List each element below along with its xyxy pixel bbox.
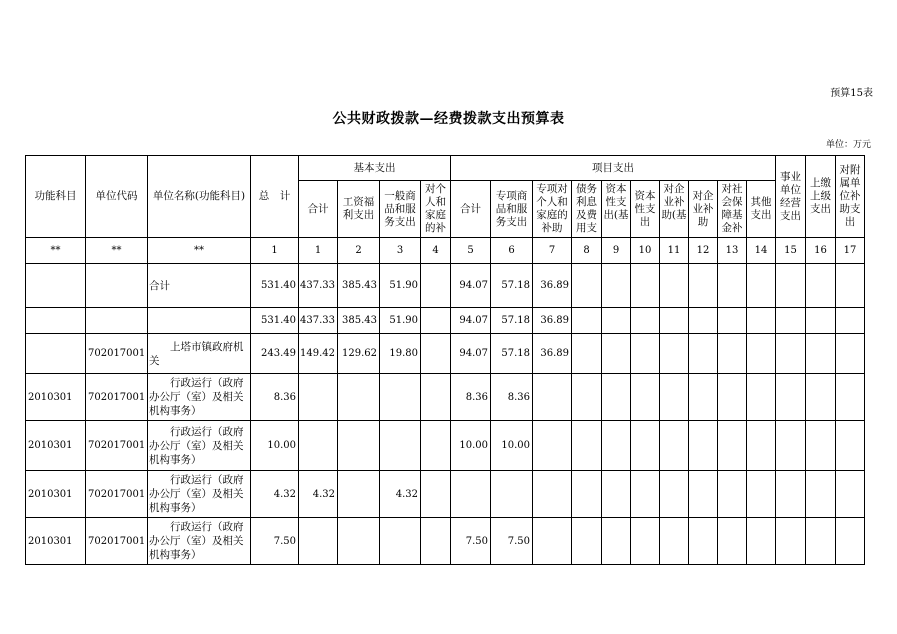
amount-cell: 385.43	[338, 264, 380, 308]
amount-cell	[533, 518, 572, 565]
amount-cell: 57.18	[491, 334, 533, 374]
func-code-cell: 2010301	[26, 421, 86, 471]
empty-cell	[836, 518, 865, 565]
unit-code-cell: 702017001	[86, 471, 148, 518]
col-header-proj-other: 其他支出	[747, 181, 776, 238]
empty-cell	[689, 334, 718, 374]
empty-cell	[572, 518, 602, 565]
index-cell: 12	[689, 238, 718, 264]
empty-cell	[836, 421, 865, 471]
amount-cell: 4.32	[299, 471, 338, 518]
empty-cell	[631, 308, 660, 334]
index-cell: 6	[491, 238, 533, 264]
empty-cell	[776, 308, 806, 334]
func-code-cell	[26, 264, 86, 308]
empty-cell	[836, 374, 865, 421]
empty-cell	[806, 264, 836, 308]
amount-cell: 8.36	[451, 374, 491, 421]
col-header-basic-wage: 工资福利支出	[338, 181, 380, 238]
empty-cell	[660, 334, 689, 374]
page-title: 公共财政拨款—经费拨款支出预算表	[332, 111, 565, 127]
col-header-business: 事业单位经营支出	[776, 156, 806, 238]
empty-cell	[806, 518, 836, 565]
empty-cell	[602, 308, 631, 334]
index-cell: 17	[836, 238, 865, 264]
empty-cell	[747, 308, 776, 334]
table-row	[26, 518, 865, 565]
empty-cell	[836, 308, 865, 334]
col-header-upper: 上缴上级支出	[806, 156, 836, 238]
unit-name-cell: 行政运行（政府办公厅（室）及相关机构事务）	[148, 518, 251, 565]
empty-cell	[718, 308, 747, 334]
unit-label: 单位：万元	[825, 140, 871, 150]
empty-cell	[747, 518, 776, 565]
amount-cell: 531.40	[251, 264, 299, 308]
amount-cell	[451, 471, 491, 518]
func-code-cell: 2010301	[26, 374, 86, 421]
col-header-proj-capital: 资本性支出(基	[602, 181, 631, 238]
amount-cell	[299, 518, 338, 565]
amount-cell	[299, 374, 338, 421]
unit-code-cell: 702017001	[86, 374, 148, 421]
empty-cell	[689, 421, 718, 471]
amount-cell	[338, 374, 380, 421]
amount-cell: 51.90	[380, 308, 421, 334]
amount-cell	[380, 374, 421, 421]
amount-cell: 7.50	[451, 518, 491, 565]
amount-cell: 243.49	[251, 334, 299, 374]
table-header	[26, 156, 865, 238]
index-cell: 15	[776, 238, 806, 264]
empty-cell	[602, 471, 631, 518]
empty-cell	[776, 421, 806, 471]
empty-cell	[631, 518, 660, 565]
col-header-func: 功能科目	[26, 156, 86, 238]
table-body	[26, 264, 865, 565]
index-cell: 2	[338, 238, 380, 264]
amount-cell: 8.36	[251, 374, 299, 421]
empty-cell	[689, 518, 718, 565]
amount-cell	[491, 471, 533, 518]
budget-table	[25, 155, 865, 565]
empty-cell	[660, 421, 689, 471]
amount-cell	[421, 518, 451, 565]
index-cell: 5	[451, 238, 491, 264]
amount-cell	[338, 518, 380, 565]
empty-cell	[689, 264, 718, 308]
empty-cell	[747, 471, 776, 518]
empty-cell	[718, 374, 747, 421]
unit-code-cell: 702017001	[86, 518, 148, 565]
unit-name-cell: 合计	[148, 264, 251, 308]
amount-cell: 385.43	[338, 308, 380, 334]
empty-cell	[747, 264, 776, 308]
empty-cell	[718, 518, 747, 565]
col-header-basic-total: 合计	[299, 181, 338, 238]
index-row-group	[26, 238, 865, 264]
empty-cell	[572, 308, 602, 334]
amount-cell	[533, 471, 572, 518]
amount-cell: 10.00	[451, 421, 491, 471]
amount-cell: 36.89	[533, 264, 572, 308]
func-code-cell: 2010301	[26, 518, 86, 565]
col-header-total: 总 计	[251, 156, 299, 238]
empty-cell	[747, 374, 776, 421]
col-header-subsidiary: 对附属单位补助支出	[836, 156, 865, 238]
empty-cell	[776, 374, 806, 421]
col-header-proj-enterprise2: 对企业补助	[689, 181, 718, 238]
unit-name-cell: 行政运行（政府办公厅（室）及相关机构事务）	[148, 471, 251, 518]
empty-cell	[660, 471, 689, 518]
empty-cell	[602, 374, 631, 421]
unit-name-cell: 行政运行（政府办公厅（室）及相关机构事务）	[148, 421, 251, 471]
func-code-cell	[26, 334, 86, 374]
empty-cell	[806, 308, 836, 334]
empty-cell	[631, 264, 660, 308]
amount-cell	[380, 421, 421, 471]
col-header-unit-name: 单位名称(功能科目)	[148, 156, 251, 238]
empty-cell	[572, 264, 602, 308]
index-cell: **	[148, 238, 251, 264]
unit-code-cell	[86, 264, 148, 308]
empty-cell	[689, 471, 718, 518]
unit-code-cell: 702017001	[86, 421, 148, 471]
col-header-proj-debt: 债务利息及费用支	[572, 181, 602, 238]
func-code-cell	[26, 308, 86, 334]
amount-cell: 94.07	[451, 334, 491, 374]
col-header-basic-goods: 一般商品和服务支出	[380, 181, 421, 238]
table-row	[26, 421, 865, 471]
amount-cell: 4.32	[380, 471, 421, 518]
col-header-proj-total: 合计	[451, 181, 491, 238]
table-row	[26, 264, 865, 308]
amount-cell: 57.18	[491, 308, 533, 334]
index-cell: 1	[251, 238, 299, 264]
amount-cell	[421, 471, 451, 518]
table-row	[26, 308, 865, 334]
empty-cell	[572, 374, 602, 421]
amount-cell: 36.89	[533, 334, 572, 374]
empty-cell	[747, 334, 776, 374]
empty-cell	[602, 334, 631, 374]
empty-cell	[631, 334, 660, 374]
index-cell: 14	[747, 238, 776, 264]
empty-cell	[602, 518, 631, 565]
amount-cell: 4.32	[251, 471, 299, 518]
empty-cell	[689, 308, 718, 334]
table-row	[26, 374, 865, 421]
empty-cell	[602, 421, 631, 471]
amount-cell	[421, 308, 451, 334]
amount-cell: 57.18	[491, 264, 533, 308]
empty-cell	[776, 471, 806, 518]
col-header-proj-personal: 专项对个人和家庭的补助	[533, 181, 572, 238]
amount-cell: 19.80	[380, 334, 421, 374]
col-header-proj-capital2: 资本性支出	[631, 181, 660, 238]
empty-cell	[631, 421, 660, 471]
amount-cell: 437.33	[299, 308, 338, 334]
index-row	[26, 238, 865, 264]
empty-cell	[660, 264, 689, 308]
amount-cell: 94.07	[451, 308, 491, 334]
index-cell: 9	[602, 238, 631, 264]
col-header-proj-goods: 专项商品和服务支出	[491, 181, 533, 238]
index-cell: 13	[718, 238, 747, 264]
amount-cell	[421, 374, 451, 421]
index-cell: 7	[533, 238, 572, 264]
table-number-label: 预算15表	[830, 88, 873, 99]
empty-cell	[836, 334, 865, 374]
table-row	[26, 471, 865, 518]
index-cell: 3	[380, 238, 421, 264]
col-header-proj-enterprise: 对企业补助(基	[660, 181, 689, 238]
amount-cell	[338, 471, 380, 518]
empty-cell	[689, 374, 718, 421]
empty-cell	[602, 264, 631, 308]
empty-cell	[806, 374, 836, 421]
empty-cell	[806, 471, 836, 518]
amount-cell: 10.00	[251, 421, 299, 471]
amount-cell	[421, 334, 451, 374]
col-header-unit-code: 单位代码	[86, 156, 148, 238]
amount-cell	[533, 374, 572, 421]
index-cell: 1	[299, 238, 338, 264]
amount-cell: 94.07	[451, 264, 491, 308]
amount-cell	[299, 421, 338, 471]
amount-cell	[421, 264, 451, 308]
empty-cell	[572, 421, 602, 471]
unit-code-cell	[86, 308, 148, 334]
index-cell: **	[86, 238, 148, 264]
col-group-project: 项目支出	[451, 156, 776, 181]
empty-cell	[718, 471, 747, 518]
amount-cell: 51.90	[380, 264, 421, 308]
index-cell: 4	[421, 238, 451, 264]
empty-cell	[836, 264, 865, 308]
amount-cell: 7.50	[491, 518, 533, 565]
col-header-proj-social: 对社会保障基金补	[718, 181, 747, 238]
empty-cell	[718, 334, 747, 374]
empty-cell	[806, 334, 836, 374]
empty-cell	[660, 518, 689, 565]
func-code-cell: 2010301	[26, 471, 86, 518]
empty-cell	[660, 374, 689, 421]
unit-code-cell: 702017001	[86, 334, 148, 374]
empty-cell	[776, 264, 806, 308]
index-cell: **	[26, 238, 86, 264]
unit-name-cell	[148, 308, 251, 334]
index-cell: 16	[806, 238, 836, 264]
amount-cell	[533, 421, 572, 471]
empty-cell	[747, 421, 776, 471]
amount-cell	[338, 421, 380, 471]
empty-cell	[776, 334, 806, 374]
empty-cell	[660, 308, 689, 334]
amount-cell: 10.00	[491, 421, 533, 471]
table-row	[26, 334, 865, 374]
amount-cell: 149.42	[299, 334, 338, 374]
empty-cell	[631, 374, 660, 421]
index-cell: 11	[660, 238, 689, 264]
empty-cell	[572, 334, 602, 374]
empty-cell	[631, 471, 660, 518]
amount-cell	[421, 421, 451, 471]
empty-cell	[718, 264, 747, 308]
index-cell: 8	[572, 238, 602, 264]
empty-cell	[836, 471, 865, 518]
index-cell: 10	[631, 238, 660, 264]
amount-cell: 8.36	[491, 374, 533, 421]
col-group-basic: 基本支出	[299, 156, 451, 181]
amount-cell	[380, 518, 421, 565]
empty-cell	[718, 421, 747, 471]
empty-cell	[806, 421, 836, 471]
amount-cell: 129.62	[338, 334, 380, 374]
unit-name-cell: 上塔市镇政府机关	[148, 334, 251, 374]
unit-name-cell: 行政运行（政府办公厅（室）及相关机构事务）	[148, 374, 251, 421]
amount-cell: 7.50	[251, 518, 299, 565]
amount-cell: 36.89	[533, 308, 572, 334]
amount-cell: 437.33	[299, 264, 338, 308]
amount-cell: 531.40	[251, 308, 299, 334]
empty-cell	[572, 471, 602, 518]
col-header-basic-personal: 对个人和家庭的补	[421, 181, 451, 238]
empty-cell	[776, 518, 806, 565]
